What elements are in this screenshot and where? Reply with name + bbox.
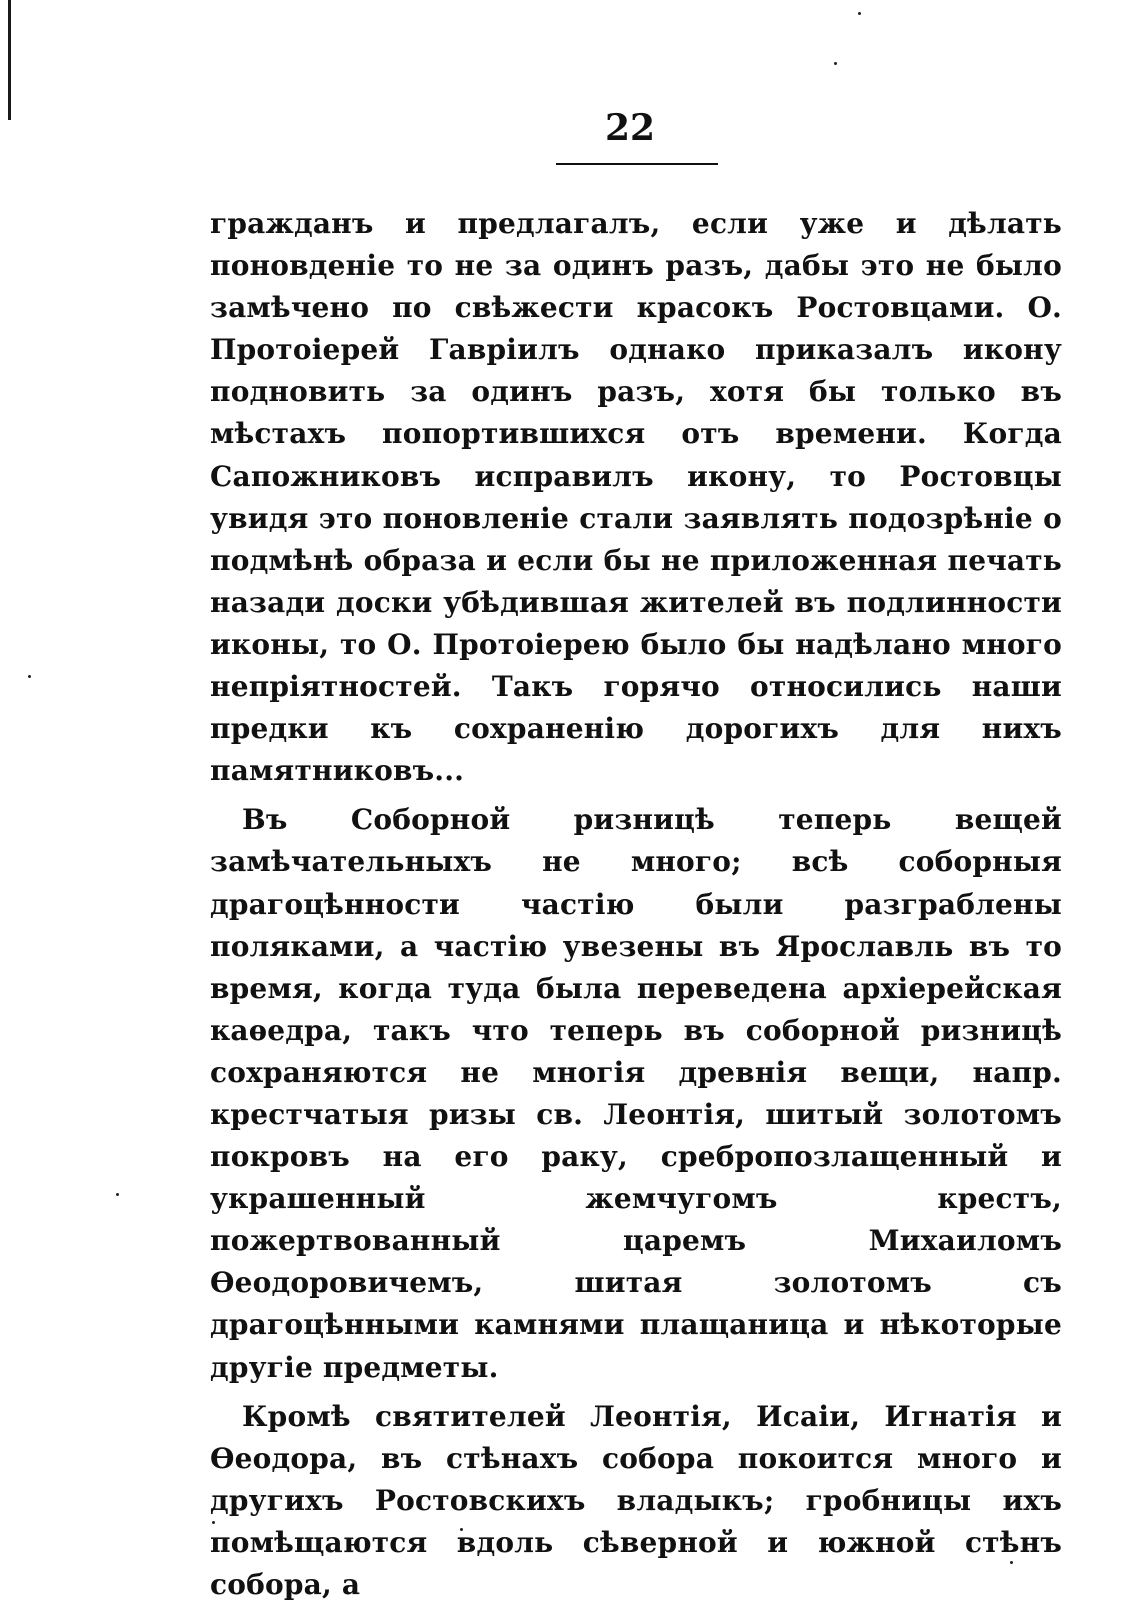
print-speck bbox=[858, 12, 861, 15]
paragraph-sacristy: Въ Соборной ризницѣ теперь вещей замѣчательныхъ не много; всѣ соборныя драгоцѣнности частію были разграблены поляками, а частію увезены въ Ярославль въ то время, когда туда была переведена архіерейская каѳедра, такъ что теперь въ соборной ризницѣ сохраняются не многія древнія вещи, напр. крестчатыя ризы св. Леонтія, шитый золотомъ покровъ на его раку, сребропозлащенный и украшенный жемчугомъ крестъ, пожертвованный царемъ Михаиломъ Ѳеодоровичемъ, шитая золотомъ съ драгоцѣнными камнями плащаница и нѣкоторые другіе предметы. bbox=[210, 803, 1062, 1384]
print-speck bbox=[834, 62, 837, 65]
page-number: 22 bbox=[604, 107, 656, 149]
page-number-rule bbox=[556, 163, 718, 165]
paragraph-bishops: Кромѣ святителей Леонтія, Исаіи, Игнатія и Ѳеодора, въ стѣнахъ собора покоится много и другихъ Ростовскихъ владыкъ; гробницы ихъ помѣщаются вдоль сѣверной и южной стѣнъ собора, а bbox=[210, 1399, 1062, 1601]
page-text bbox=[210, 203, 1062, 1613]
continued-paragraph: гражданъ и предлагалъ, если уже и дѣлать поновденіе то не за одинъ разъ, дабы это не было замѣчено по свѣжести красокъ Ростовцами. О. Протоіерей Гавріилъ однако приказалъ икону подновить за одинъ разъ, хотя бы только въ мѣстахъ попортившихся отъ времени. Когда Сапожниковъ исправилъ икону, то Ростовцы увидя это поновленіе стали заявлять подозрѣніе о подмѣнѣ образа и если бы не приложенная печать назади доски убѣдившая жителей въ подлинности иконы, то О. Протоіерею было бы надѣлано много непріятностей. Такъ горячо относились наши предки къ сохраненію дорогихъ для нихъ памятниковъ... bbox=[210, 207, 1062, 788]
print-speck bbox=[116, 1193, 119, 1196]
print-speck bbox=[28, 675, 31, 678]
left-margin-rule bbox=[8, 0, 11, 120]
